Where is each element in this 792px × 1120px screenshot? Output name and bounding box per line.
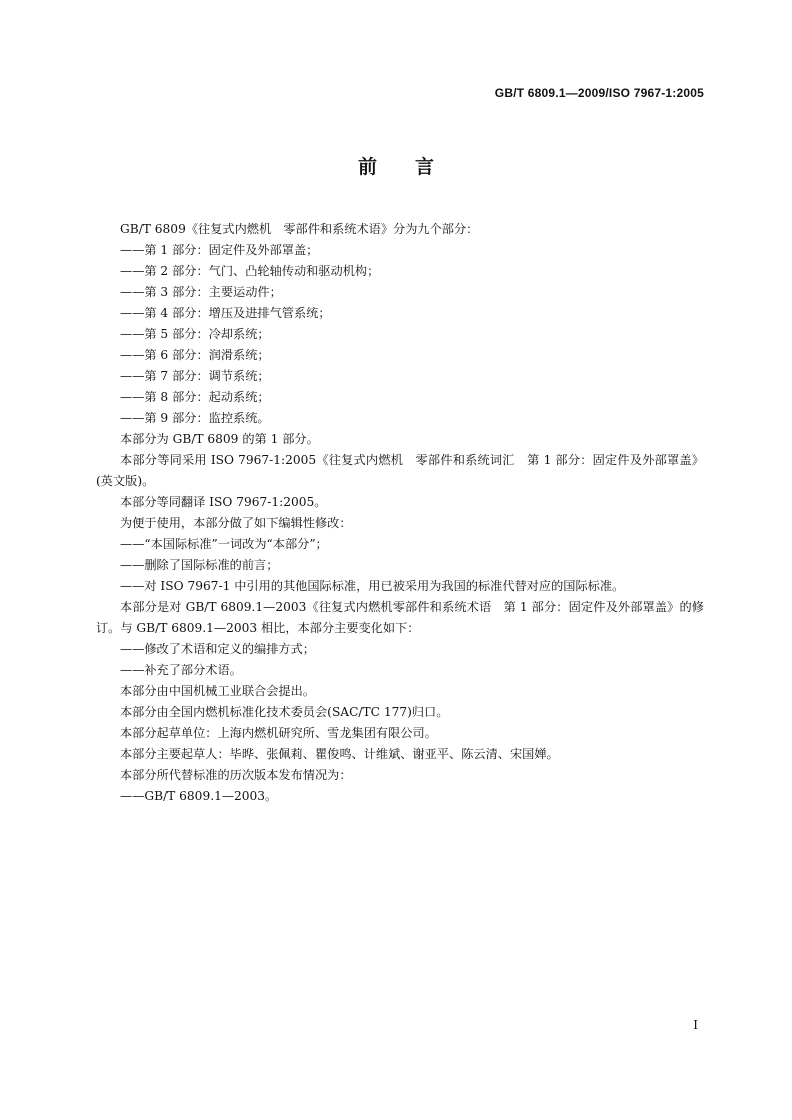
list-item: ——第 4 部分：增压及进排气管系统； [120, 306, 331, 320]
paragraph: 本部分是对 GB/T 6809.1—2003《往复式内燃机零部件和系统术语 第 1 部分：固定件及外部罩盖》的修订。与 GB/T 6809.1—2003 相比，本部分主要变化如下： [96, 600, 704, 635]
page-number: I [693, 1018, 698, 1032]
paragraph: 本部分主要起草人：毕晔、张佩莉、瞿俊鸣、计维斌、谢亚平、陈云清、宋国婵。 [120, 747, 559, 761]
paragraph: 本部分等同翻译 ISO 7967-1:2005。 [120, 495, 327, 509]
list-item: ——第 7 部分：调节系统； [120, 369, 270, 383]
paragraph: 本部分为 GB/T 6809 的第 1 部分。 [120, 432, 319, 446]
list-item: ——第 8 部分：起动系统； [120, 390, 270, 404]
list-item: ——第 3 部分：主要运动件； [120, 285, 282, 299]
page-title: 前言 [357, 156, 472, 178]
paragraph: 本部分起草单位：上海内燃机研究所、雪龙集团有限公司。 [120, 726, 437, 740]
standard-code: GB/T 6809.1—2009/ISO 7967-1:2005 [494, 86, 704, 100]
foreword-body [96, 219, 704, 807]
paragraph: 为便于使用，本部分做了如下编辑性修改： [120, 516, 352, 530]
list-item: ——“本国际标准”一词改为“本部分”； [120, 537, 328, 551]
paragraph: 本部分由全国内燃机标准化技术委员会(SAC/TC 177)归口。 [120, 705, 449, 719]
list-item: ——第 1 部分：固定件及外部罩盖； [120, 243, 319, 257]
list-item: ——修改了术语和定义的编排方式； [120, 642, 315, 656]
list-item: ——第 6 部分：润滑系统； [120, 348, 270, 362]
paragraph: GB/T 6809《往复式内燃机 零部件和系统术语》分为九个部分： [120, 222, 479, 236]
paragraph: 本部分由中国机械工业联合会提出。 [120, 684, 315, 698]
list-item: ——第 5 部分：冷却系统； [120, 327, 270, 341]
list-item: ——补充了部分术语。 [120, 663, 242, 677]
list-item: ——对 ISO 7967-1 中引用的其他国际标准，用已被采用为我国的标准代替对应的国际标准。 [120, 579, 625, 593]
list-item: ——第 2 部分：气门、凸轮轴传动和驱动机构； [120, 264, 380, 278]
list-item: ——删除了国际标准的前言； [120, 558, 279, 572]
list-item: ——GB/T 6809.1—2003。 [120, 789, 278, 803]
paragraph: 本部分所代替标准的历次版本发布情况为： [120, 768, 352, 782]
paragraph: 本部分等同采用 ISO 7967-1:2005《往复式内燃机 零部件和系统词汇 第 1 部分：固定件及外部罩盖》(英文版)。 [96, 453, 704, 488]
list-item: ——第 9 部分：监控系统。 [120, 411, 270, 425]
